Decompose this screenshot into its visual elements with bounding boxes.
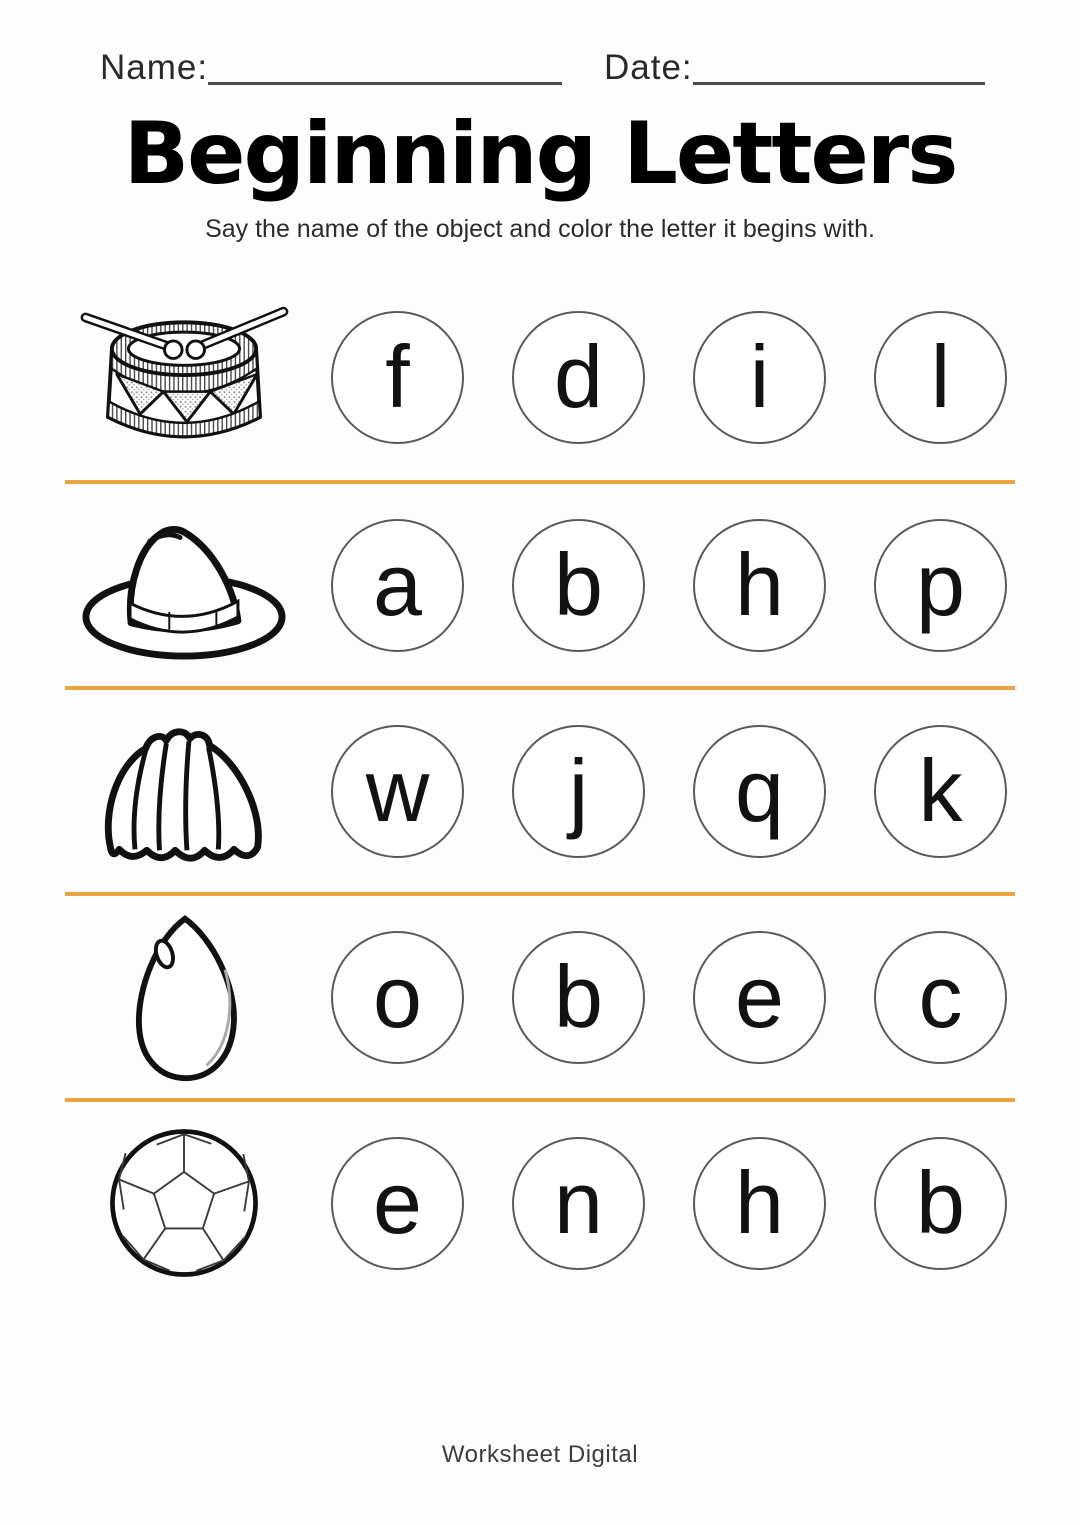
letter-label: h bbox=[735, 1153, 784, 1252]
letter-label: f bbox=[385, 327, 410, 426]
jelly-image bbox=[65, 715, 303, 867]
page-title: Beginning Letters bbox=[123, 104, 957, 204]
letter-circle-drum-3[interactable] bbox=[693, 311, 826, 444]
date-field bbox=[604, 50, 985, 85]
letter-options bbox=[331, 1137, 1007, 1270]
letter-label: p bbox=[916, 535, 965, 634]
letter-circle-hat-4[interactable] bbox=[874, 519, 1007, 652]
letter-circle-drum-4[interactable] bbox=[874, 311, 1007, 444]
letter-label: n bbox=[554, 1153, 603, 1252]
letter-circle-ball-1[interactable] bbox=[331, 1137, 464, 1270]
letter-circle-jelly-4[interactable] bbox=[874, 725, 1007, 858]
name-field bbox=[100, 50, 562, 85]
letter-circle-jelly-2[interactable] bbox=[512, 725, 645, 858]
name-label: Name: bbox=[100, 48, 209, 87]
letter-label: d bbox=[554, 327, 603, 426]
letter-circle-jelly-3[interactable] bbox=[693, 725, 826, 858]
letter-label: b bbox=[554, 947, 603, 1046]
letter-circle-ball-4[interactable] bbox=[874, 1137, 1007, 1270]
letter-label: q bbox=[735, 741, 784, 840]
soccer-ball-icon bbox=[104, 1123, 264, 1283]
footer-brand: Worksheet Digital bbox=[441, 1441, 639, 1468]
egg-image bbox=[65, 909, 303, 1085]
letter-circle-jelly-1[interactable] bbox=[331, 725, 464, 858]
letter-circle-drum-1[interactable] bbox=[331, 311, 464, 444]
letter-label: b bbox=[916, 1153, 965, 1252]
letter-circle-ball-3[interactable] bbox=[693, 1137, 826, 1270]
letter-options bbox=[331, 931, 1007, 1064]
letter-label: e bbox=[735, 947, 784, 1046]
egg-icon bbox=[109, 909, 259, 1085]
date-input-line[interactable] bbox=[693, 51, 985, 85]
exercise-row-egg bbox=[65, 892, 1015, 1098]
letter-options bbox=[331, 311, 1007, 444]
letter-label: o bbox=[373, 947, 422, 1046]
letter-label: b bbox=[554, 535, 603, 634]
exercise-rows bbox=[65, 274, 1015, 1304]
jelly-icon bbox=[71, 715, 297, 867]
letter-circle-ball-2[interactable] bbox=[512, 1137, 645, 1270]
letter-label: l bbox=[930, 327, 951, 426]
letter-circle-egg-3[interactable] bbox=[693, 931, 826, 1064]
letter-label: c bbox=[918, 947, 963, 1046]
letter-label: k bbox=[918, 741, 963, 840]
name-input-line[interactable] bbox=[208, 51, 562, 85]
hat-image bbox=[65, 509, 303, 661]
letter-options bbox=[331, 519, 1007, 652]
letter-circle-egg-4[interactable] bbox=[874, 931, 1007, 1064]
letter-label: h bbox=[735, 535, 784, 634]
letter-circle-hat-2[interactable] bbox=[512, 519, 645, 652]
letter-label: w bbox=[365, 741, 430, 840]
date-label: Date: bbox=[604, 48, 693, 87]
instructions-text: Say the name of the object and color the letter it begins with. bbox=[205, 215, 875, 243]
letter-label: a bbox=[373, 535, 422, 634]
ball-image bbox=[65, 1123, 303, 1283]
exercise-row-hat bbox=[65, 480, 1015, 686]
exercise-row-drum bbox=[65, 274, 1015, 480]
letter-circle-egg-2[interactable] bbox=[512, 931, 645, 1064]
hat-icon bbox=[71, 509, 297, 661]
letter-label: e bbox=[373, 1153, 422, 1252]
letter-options bbox=[331, 725, 1007, 858]
drum-image bbox=[65, 298, 303, 456]
exercise-row-ball bbox=[65, 1098, 1015, 1304]
letter-circle-drum-2[interactable] bbox=[512, 311, 645, 444]
exercise-row-jelly bbox=[65, 686, 1015, 892]
letter-circle-hat-3[interactable] bbox=[693, 519, 826, 652]
letter-label: i bbox=[749, 327, 770, 426]
letter-circle-hat-1[interactable] bbox=[331, 519, 464, 652]
letter-label: j bbox=[568, 741, 589, 840]
header-fields bbox=[0, 0, 1080, 85]
letter-circle-egg-1[interactable] bbox=[331, 931, 464, 1064]
drum-icon bbox=[71, 298, 297, 456]
